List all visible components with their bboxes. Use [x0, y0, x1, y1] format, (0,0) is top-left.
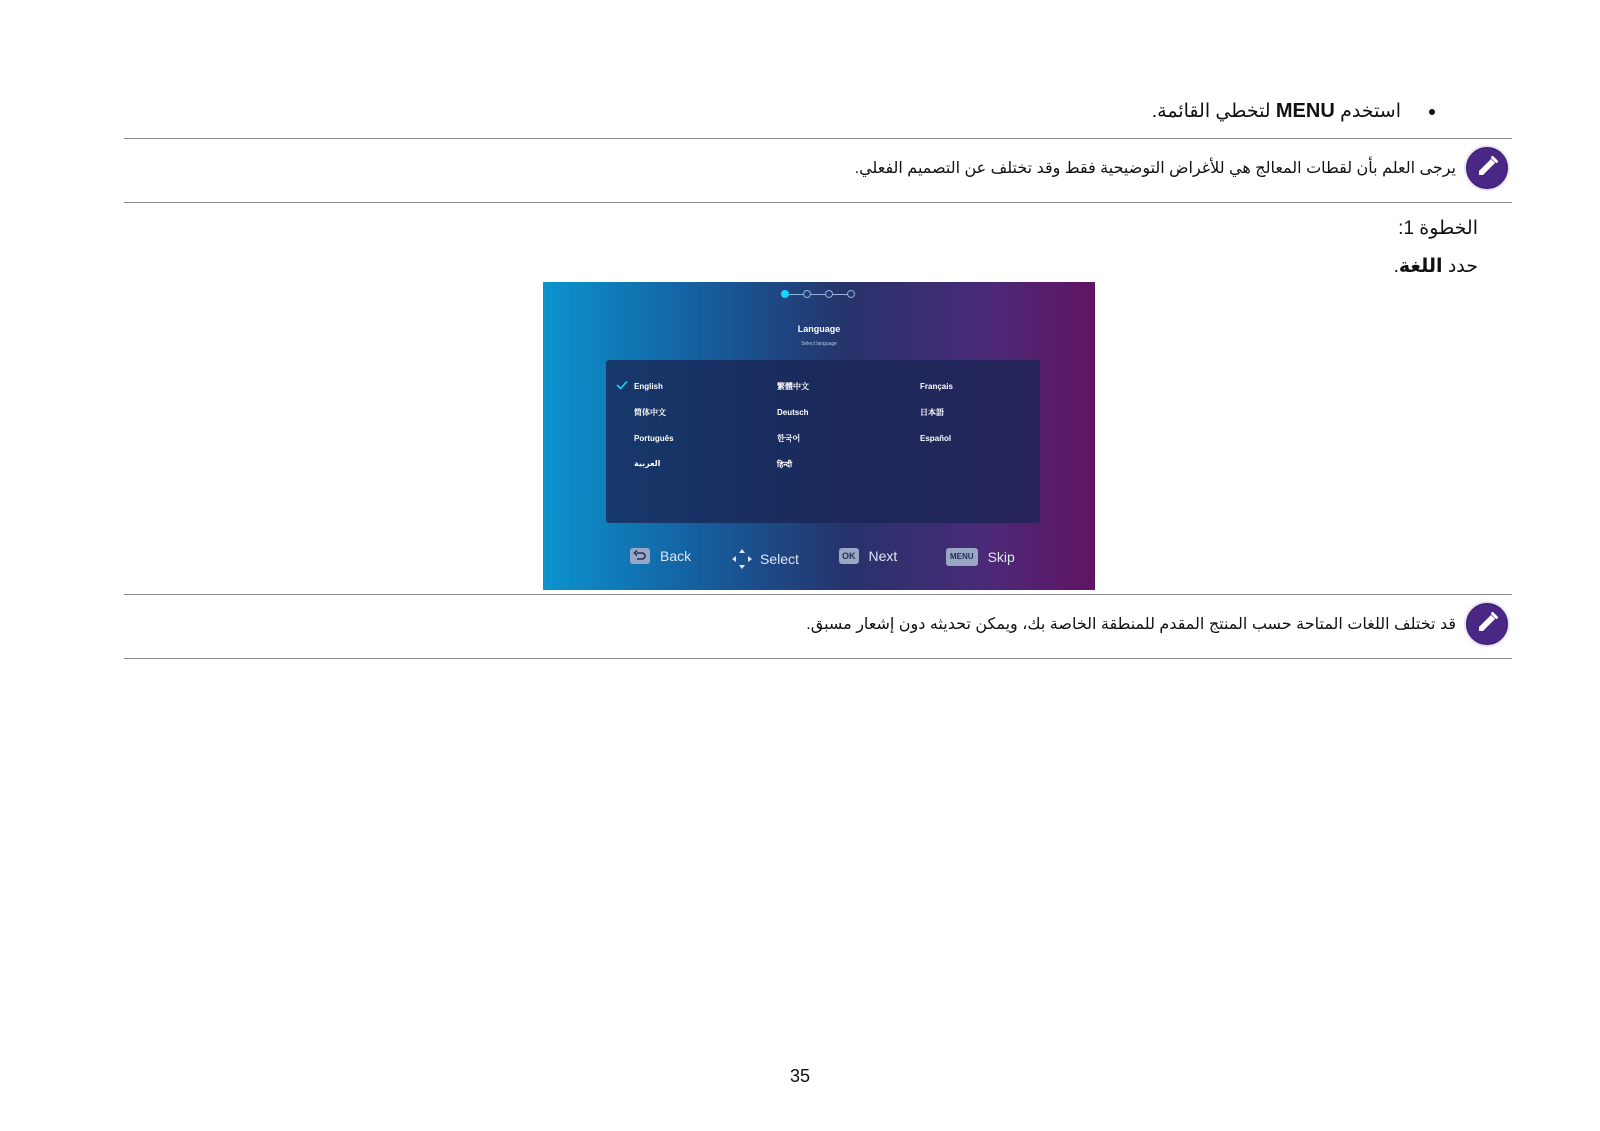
- ok-key-icon: OK: [839, 548, 859, 564]
- bullet-before: استخدم: [1340, 101, 1401, 122]
- step-dot-1: [781, 290, 789, 298]
- divider: [124, 594, 1512, 595]
- language-option[interactable]: Deutsch: [777, 408, 809, 417]
- language-option[interactable]: Español: [920, 434, 952, 443]
- language-option[interactable]: 简体中文: [634, 408, 666, 417]
- next-label: Next: [868, 548, 898, 564]
- pencil-icon: [1466, 603, 1508, 645]
- language-option[interactable]: हिन्दी: [777, 460, 793, 469]
- language-option[interactable]: 日本語: [920, 408, 944, 417]
- language-panel: [606, 360, 1040, 523]
- step-description: [1394, 255, 1478, 278]
- bullet-instruction: [1152, 100, 1435, 123]
- language-subtitle: Select language: [801, 341, 837, 347]
- back-key-icon: [630, 548, 650, 564]
- back-hint[interactable]: [630, 548, 691, 564]
- language-title: Language: [797, 324, 841, 334]
- divider: [124, 202, 1512, 203]
- bullet-icon: [1429, 109, 1435, 115]
- next-hint[interactable]: [839, 548, 897, 564]
- step-dot-2: [803, 290, 811, 298]
- page-number: 35: [789, 1066, 811, 1086]
- menu-key-text: MENU: [1275, 100, 1335, 122]
- language-option[interactable]: Français: [920, 382, 953, 391]
- select-hint[interactable]: [731, 548, 799, 570]
- bullet-after: لتخطي القائمة.: [1151, 101, 1271, 122]
- language-option[interactable]: 한국어: [777, 434, 801, 443]
- step-desc-prefix: حدد: [1447, 256, 1478, 277]
- language-option[interactable]: العربية: [634, 459, 661, 468]
- divider: [124, 138, 1512, 139]
- wizard-screenshot: [543, 282, 1095, 590]
- step-indicator: [781, 288, 861, 300]
- step-dot-4: [847, 290, 855, 298]
- note-text-2: قد تختلف اللغات المتاحة حسب المنتج المقدم للمنطقة الخاصة بك، ويمكن تحديثه دون إشعار مسبق.: [806, 616, 1456, 633]
- skip-label: Skip: [987, 549, 1015, 565]
- hint-bar: [543, 544, 1095, 568]
- select-label: Select: [760, 551, 799, 567]
- note-text-1: يرجى العلم بأن لقطات المعالج هي للأغراض التوضيحية فقط وقد تختلف عن التصميم الفعلي.: [854, 160, 1456, 177]
- menu-key-icon: MENU: [946, 548, 978, 566]
- language-option[interactable]: English: [634, 382, 663, 391]
- back-label: Back: [660, 548, 692, 564]
- step-desc-bold: اللغة: [1398, 256, 1443, 277]
- step-connector: [789, 294, 803, 295]
- check-icon: [616, 380, 628, 390]
- language-option[interactable]: 繁體中文: [777, 382, 809, 391]
- step-connector: [833, 294, 847, 295]
- divider: [124, 658, 1512, 659]
- step-connector: [811, 294, 825, 295]
- step-dot-3: [825, 290, 833, 298]
- language-option[interactable]: Português: [634, 434, 674, 443]
- step-label: الخطوة 1:: [1398, 218, 1478, 239]
- pencil-icon: [1466, 147, 1508, 189]
- dpad-icon: [731, 548, 753, 570]
- skip-hint[interactable]: [946, 548, 1015, 566]
- step-desc-suffix: .: [1393, 256, 1399, 277]
